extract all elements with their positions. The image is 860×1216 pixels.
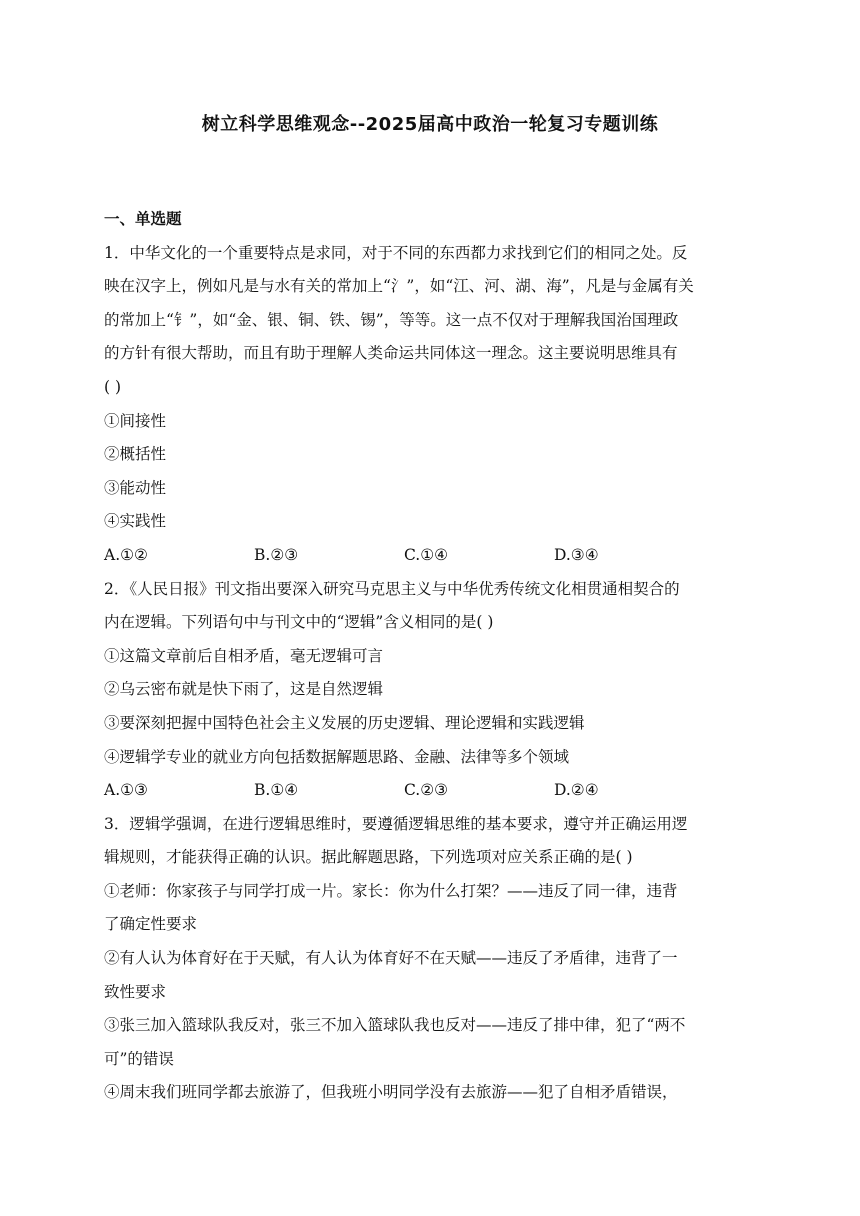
option-a: A.①② xyxy=(104,545,148,564)
statement-item: ④逻辑学专业的就业方向包括数据解题思路、金融、法律等多个领域 xyxy=(104,747,570,766)
answer-options xyxy=(104,539,754,573)
document-body xyxy=(104,203,754,1110)
statement-item: ④周末我们班同学都去旅游了，但我班小明同学没有去旅游——犯了自相矛盾错误， xyxy=(104,1083,678,1102)
question-text-line: 1．中华文化的一个重要特点是求同，对于不同的东西都力求找到它们的相同之处。反 xyxy=(104,243,688,262)
statement-item: ③要深刻把握中国特色社会主义发展的历史逻辑、理论逻辑和实践逻辑 xyxy=(104,713,585,732)
question-2 xyxy=(104,573,754,808)
option-c: C.①④ xyxy=(404,545,449,564)
statement-item: ①间接性 xyxy=(104,411,167,430)
question-text-line: 映在汉字上，例如凡是与水有关的常加上“氵”，如“江、河、湖、海”，凡是与金属有关 xyxy=(104,277,694,296)
option-d: D.②④ xyxy=(554,781,599,800)
document-title: 树立科学思维观念--2025届高中政治一轮复习专题训练 xyxy=(201,114,659,135)
statement-item: ②乌云密布就是快下雨了，这是自然逻辑 xyxy=(104,680,384,699)
question-text-line: 内在逻辑。下列语句中与刊文中的“逻辑”含义相同的是( ) xyxy=(104,613,494,632)
statement-item: 了确定性要求 xyxy=(104,915,198,934)
option-b: B.①④ xyxy=(254,781,299,800)
answer-options xyxy=(104,774,754,808)
question-text-line: 3．逻辑学强调，在进行逻辑思维时，要遵循逻辑思维的基本要求，遵守并正确运用逻 xyxy=(104,814,688,833)
statement-item: ③能动性 xyxy=(104,478,167,497)
option-c: C.②③ xyxy=(404,781,449,800)
statement-item: ②有人认为体育好在于天赋，有人认为体育好不在天赋——违反了矛盾律，违背了一 xyxy=(104,949,678,968)
statement-item: ①老师：你家孩子与同学打成一片。家长：你为什么打架？——违反了同一律，违背 xyxy=(104,881,678,900)
statement-item: ①这篇文章前后自相矛盾，毫无逻辑可言 xyxy=(104,646,384,665)
question-text-line: 的方针有很大帮助，而且有助于理解人类命运共同体这一理念。这主要说明思维具有 xyxy=(104,344,678,363)
question-text-line: 2．《人民日报》刊文指出要深入研究马克思主义与中华优秀传统文化相贯通相契合的 xyxy=(104,579,680,598)
question-3 xyxy=(104,808,754,1110)
question-text-line: 的常加上“钅”，如“金、银、铜、铁、锡”，等等。这一点不仅对于理解我国治国理政 xyxy=(104,310,679,329)
statement-item: ②概括性 xyxy=(104,445,167,464)
question-text-line: 辑规则，才能获得正确的认识。据此解题思路，下列选项对应关系正确的是( ) xyxy=(104,848,633,867)
question-1 xyxy=(104,237,754,573)
answer-blank: ( ) xyxy=(104,377,122,396)
section-heading: 一、单选题 xyxy=(104,210,182,228)
option-a: A.①③ xyxy=(104,781,148,800)
option-b: B.②③ xyxy=(254,545,299,564)
statement-item: ④实践性 xyxy=(104,512,167,531)
statement-item: 可”的错误 xyxy=(104,1049,174,1068)
statement-item: ③张三加入篮球队我反对，张三不加入篮球队我也反对——违反了排中律，犯了“两不 xyxy=(104,1016,686,1035)
option-d: D.③④ xyxy=(554,545,599,564)
statement-item: 致性要求 xyxy=(104,982,167,1001)
